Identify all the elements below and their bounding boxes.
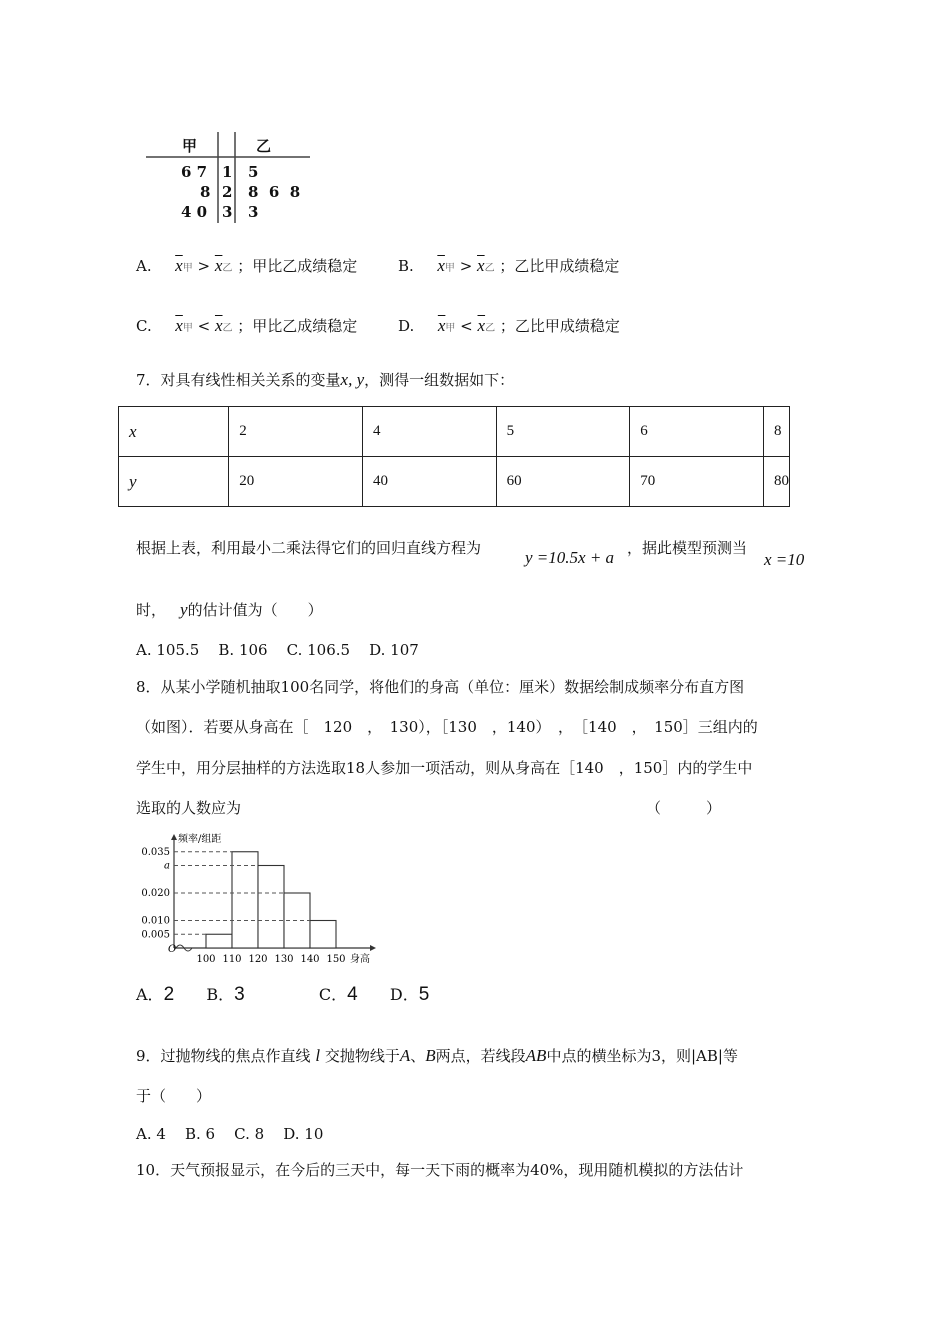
- x-tick-label: 110: [222, 954, 242, 965]
- y-tick-label: 0.005: [141, 929, 170, 941]
- compare-sign: >: [197, 257, 211, 275]
- q7-equation: y =10.5x + a: [525, 548, 615, 567]
- q6-option-d[interactable]: [398, 316, 620, 339]
- xbar-jia: $\overline{x}$: [437, 256, 445, 275]
- table-cell: 5: [496, 407, 630, 457]
- table-cell: 6: [630, 407, 764, 457]
- sub-yi: 乙: [222, 263, 233, 274]
- table-cell: 70: [630, 457, 764, 507]
- q8-options[interactable]: [136, 985, 429, 1005]
- option-a-value: 2: [163, 984, 175, 1005]
- stem-leaf-header-yi: 乙: [256, 137, 272, 155]
- histogram-bar: [310, 921, 336, 949]
- q9-text-c: 、: [410, 1047, 426, 1065]
- option-text: ；甲比乙成绩稳定: [237, 257, 358, 275]
- stem-leaf-stem-row3: 3: [222, 203, 233, 221]
- histogram-bar: [258, 866, 284, 949]
- q7-line2-var: y: [180, 600, 188, 619]
- q9-var-AB: AB: [525, 1046, 547, 1065]
- q7-line2: [136, 600, 323, 620]
- xbar-yi: $\overline{x}$: [477, 316, 486, 335]
- table-cell: 8: [763, 407, 789, 457]
- q7-stem-post: ，测得一组数据如下：: [364, 371, 515, 389]
- option-text: ；乙比甲成绩稳定: [499, 257, 620, 275]
- q8-answer-paren: （ ）: [646, 799, 722, 817]
- table-cell: 80: [763, 457, 789, 507]
- q7-data-table: [118, 406, 790, 507]
- stem-leaf-left-row2: 8: [200, 183, 211, 201]
- x-axis-label: 身高: [350, 954, 370, 965]
- table-header-y: y: [119, 457, 229, 507]
- option-d-value: 5: [418, 984, 430, 1005]
- y-axis-arrow: [171, 834, 177, 840]
- stem-leaf-stem-row2: 2: [222, 183, 233, 201]
- sub-yi: 乙: [485, 323, 496, 334]
- q9-text-e: 中点的横坐标为3，则|AB|等: [546, 1047, 738, 1065]
- y-tick-label: 0.020: [141, 888, 170, 899]
- sub-jia: 甲: [182, 323, 193, 334]
- q7-stem-vars: x, y: [340, 370, 365, 389]
- q7-line1: [136, 538, 481, 558]
- stem-leaf-stem-row1: 1: [222, 163, 233, 181]
- table-cell: 60: [496, 457, 630, 507]
- option-text: ；乙比甲成绩稳定: [499, 317, 620, 335]
- stem-leaf-header-jia: 甲: [182, 137, 198, 155]
- stem-leaf-lines: [0, 0, 950, 240]
- sub-yi: 乙: [484, 263, 495, 274]
- q9-var-A: A: [399, 1046, 411, 1065]
- table-cell: 20: [229, 457, 363, 507]
- x-tick-label: 140: [300, 954, 320, 965]
- sub-jia: 甲: [444, 263, 455, 274]
- compare-sign: <: [460, 317, 473, 335]
- q9-line2: 于（ ）: [136, 1087, 212, 1105]
- xbar-jia: $\overline{x}$: [175, 316, 183, 335]
- option-b-value: 3: [234, 984, 245, 1005]
- xbar-jia: $\overline{x}$: [437, 316, 446, 335]
- xbar-yi: $\overline{x}$: [214, 256, 223, 275]
- sub-jia: 甲: [445, 323, 456, 334]
- stem-leaf-left-row3: 4 0: [181, 203, 208, 221]
- y-tick-label: 0.035: [141, 846, 170, 858]
- stem-leaf-right-row1: 5: [248, 163, 259, 181]
- q7-line1-pre: 根据上表，利用最小二乘法得它们的回归直线方程为: [136, 539, 482, 557]
- option-a-label: A．: [136, 985, 164, 1004]
- q7-condition: x =10: [764, 550, 805, 569]
- q7-line1-mid: ，据此模型预测当: [627, 539, 748, 557]
- q7-line2-pre: 时，: [136, 601, 167, 619]
- stem-leaf-right-row3: 3: [248, 203, 259, 221]
- sub-yi: 乙: [222, 323, 233, 334]
- option-text: ；甲比乙成绩稳定: [237, 317, 358, 335]
- q10-line1: 10．天气预报显示，在今后的三天中，每一天下雨的概率为40%，现用随机模拟的方法估计: [136, 1161, 744, 1179]
- q8-line3: 学生中，用分层抽样的方法选取18人参加一项活动，则从身高在［140 ，150］内的学生中: [136, 759, 753, 777]
- q9-var-B: B: [425, 1046, 436, 1065]
- q8-line2: （如图）．若要从身高在［ 120 ， 130），［130 ，140） ， ［140 ， 150］三组内的: [136, 718, 758, 736]
- q7-line2-post: 的估计值为（ ）: [187, 601, 323, 619]
- compare-sign: >: [459, 257, 473, 275]
- x-tick-label: 100: [196, 954, 216, 965]
- compare-sign: <: [197, 317, 211, 335]
- table-header-x: x: [119, 407, 229, 457]
- option-label: A.: [136, 257, 152, 275]
- option-c-value: 4: [347, 984, 358, 1005]
- stem-leaf-left-row1: 6 7: [181, 163, 208, 181]
- xbar-yi: $\overline{x}$: [214, 316, 223, 335]
- option-label: D.: [398, 317, 415, 335]
- table-cell: 4: [362, 407, 496, 457]
- y-tick-label: 0.010: [141, 915, 170, 927]
- table-cell: 2: [229, 407, 363, 457]
- q9-text-b: 交抛物线于: [324, 1047, 400, 1065]
- xbar-jia: $\overline{x}$: [175, 256, 183, 275]
- q9-options[interactable]: A. 4 B. 6 C. 8 D. 10: [136, 1125, 324, 1143]
- table-row: [119, 457, 790, 507]
- option-label: C.: [136, 317, 152, 335]
- y-tick-label: a: [164, 860, 170, 872]
- q9-var-l: l: [315, 1046, 321, 1065]
- stem-leaf-right-row2: 8 6 8: [248, 183, 301, 201]
- option-c-label: C．: [318, 985, 348, 1004]
- q8-line4: 选取的人数应为: [136, 799, 242, 817]
- q6-option-a[interactable]: [136, 256, 357, 279]
- x-tick-label: 150: [326, 954, 346, 965]
- x-tick-label: 130: [274, 954, 294, 965]
- x-tick-label: 120: [248, 954, 268, 965]
- option-label: B.: [398, 257, 414, 275]
- x-axis-arrow: [370, 945, 376, 951]
- q9-text-a: 9．过抛物线的焦点作直线: [136, 1047, 311, 1065]
- q6-option-c[interactable]: [136, 316, 357, 339]
- option-b-label: B．: [206, 985, 235, 1004]
- histogram-bar: [232, 852, 258, 948]
- q9-text-d: 两点，若线段: [435, 1047, 526, 1065]
- q7-stem: [136, 370, 514, 390]
- xbar-yi: $\overline{x}$: [477, 256, 485, 275]
- q7-options[interactable]: A. 105.5 B. 106 C. 106.5 D. 107: [136, 641, 419, 659]
- q9-line1: [136, 1046, 738, 1066]
- q6-option-b[interactable]: [398, 256, 619, 279]
- histogram-bar: [206, 934, 232, 948]
- table-cell: 40: [362, 457, 496, 507]
- origin-label: O: [168, 944, 177, 955]
- q8-line1: 8．从某小学随机抽取100名同学，将他们的身高（单位：厘米）数据绘制成频率分布直方图: [136, 678, 745, 696]
- frequency-histogram: [130, 830, 390, 970]
- sub-jia: 甲: [182, 263, 193, 274]
- y-axis-label: 频率/组距: [178, 834, 222, 845]
- option-d-label: D．: [389, 985, 419, 1004]
- table-row: [119, 407, 790, 457]
- q7-stem-pre: 7．对具有线性相关关系的变量: [136, 371, 341, 389]
